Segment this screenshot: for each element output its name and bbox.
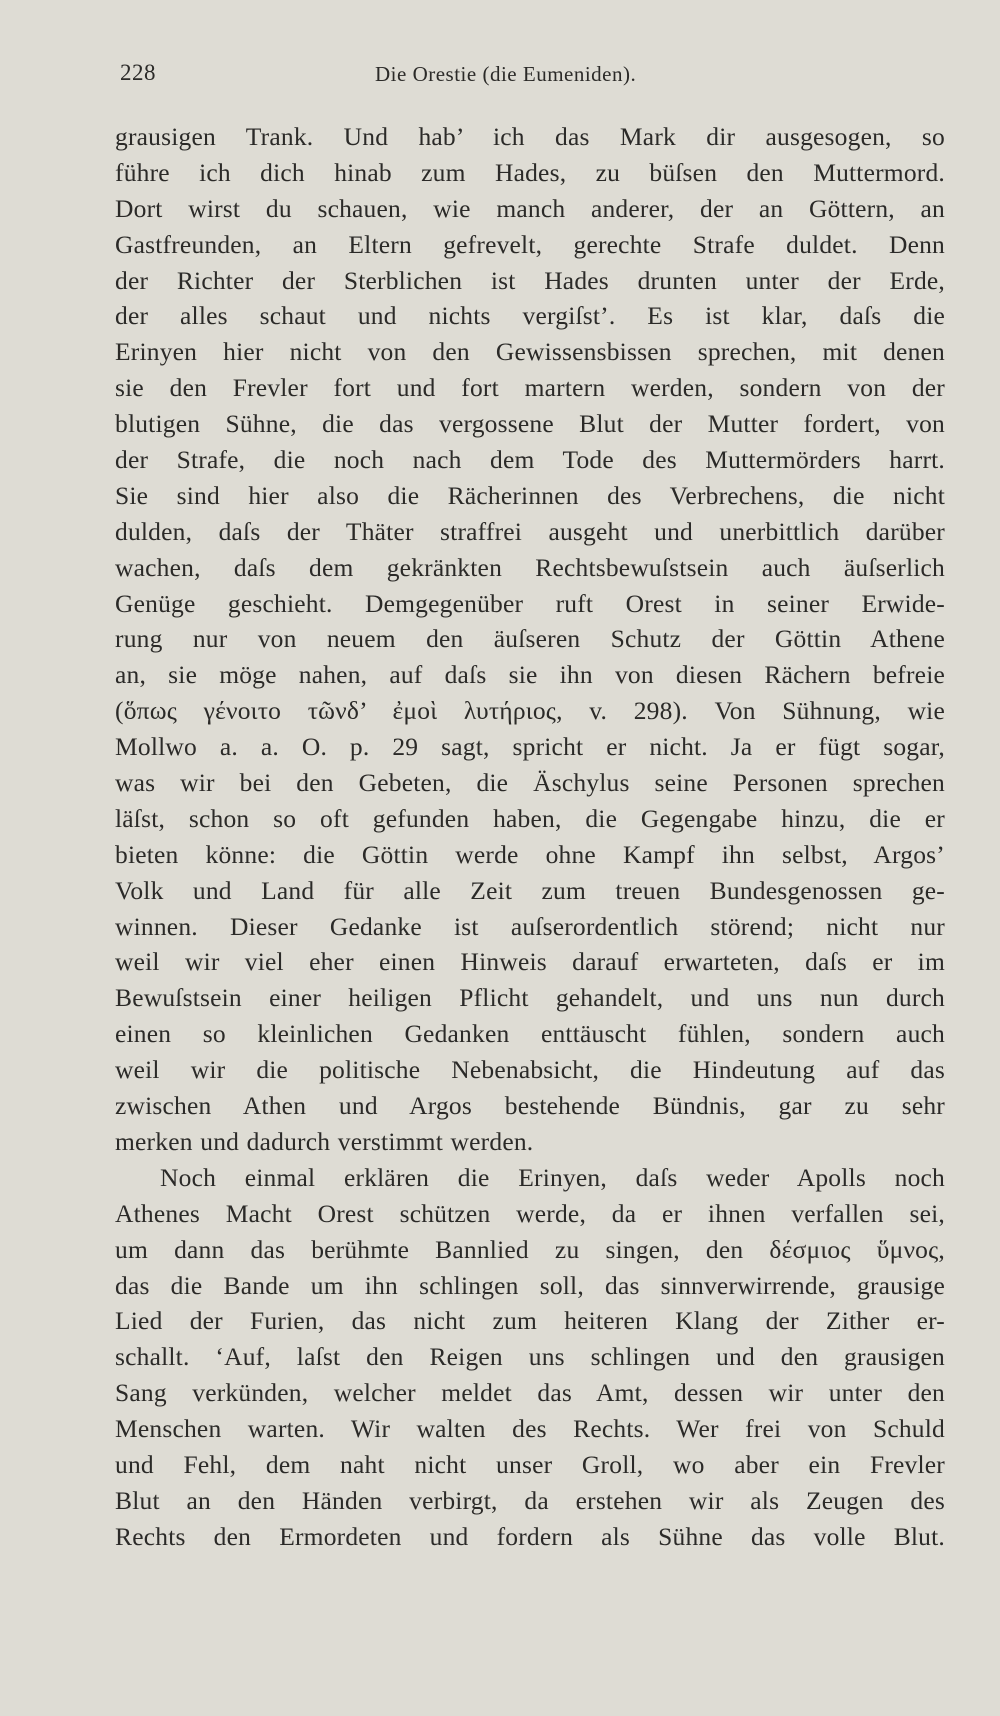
page-number: 228 (120, 60, 156, 85)
text-line: Mollwo a. a. O. p. 29 sagt, spricht er nicht. Ja er fügt sogar, (115, 732, 945, 762)
text-line: das die Bande um ihn schlingen soll, das sinnverwirrende, grausige (115, 1270, 945, 1300)
running-title: Die Orestie (die Eumeniden). (375, 62, 637, 86)
text-line: läſst, schon so oft gefunden haben, die Gegengabe hinzu, die er (115, 803, 945, 833)
text-line: Sang verkünden, welcher meldet das Amt, dessen wir unter den (115, 1378, 945, 1408)
text-line: Rechts den Ermordeten und fordern als Sühne das volle Blut. (115, 1521, 945, 1551)
text-line: Bewuſstsein einer heiligen Pflicht gehandelt, und uns nun durch (115, 983, 945, 1013)
text-line: Erinyen hier nicht von den Gewissensbissen sprechen, mit denen (115, 337, 945, 367)
paragraph-end-line: merken und dadurch verstimmt werden. (115, 1126, 534, 1156)
paragraph-start-line: Noch einmal erklären die Erinyen, daſs weder Apolls noch (160, 1162, 945, 1192)
text-line: der Richter der Sterblichen ist Hades drunten unter der Erde, (115, 265, 945, 295)
text-line: was wir bei den Gebeten, die Äschylus seine Personen sprechen (115, 768, 945, 798)
body-text (115, 119, 945, 1555)
page-header (120, 60, 950, 100)
text-line: der alles schaut und nichts vergiſst’. Es ist klar, daſs die (115, 301, 945, 331)
text-line: sie den Frevler fort und fort martern werden, sondern von der (115, 373, 945, 403)
text-line: Sie sind hier also die Rächerinnen des Verbrechens, die nicht (115, 480, 945, 510)
text-line: der Strafe, die noch nach dem Tode des Muttermörders harrt. (115, 445, 945, 475)
text-line: wachen, daſs dem gekränkten Rechtsbewuſstsein auch äuſserlich (115, 552, 945, 582)
text-line: Dort wirst du schauen, wie manch anderer, der an Göttern, an (115, 193, 945, 223)
text-line: winnen. Dieser Gedanke ist auſserordentlich störend; nicht nur (115, 911, 945, 941)
text-line: bieten könne: die Göttin werde ohne Kampf ihn selbst, Argos’ (115, 839, 945, 869)
text-line: weil wir viel eher einen Hinweis darauf erwarteten, daſs er im (115, 947, 945, 977)
text-line: Volk und Land für alle Zeit zum treuen Bundesgenossen ge- (115, 875, 945, 905)
text-line: Athenes Macht Orest schützen werde, da er ihnen verfallen sei, (115, 1198, 945, 1228)
text-line: an, sie möge nahen, auf daſs sie ihn von diesen Rächern befreie (115, 660, 945, 690)
text-line: grausigen Trank. Und hab’ ich das Mark dir ausgesogen, so (115, 122, 945, 151)
text-line: Gastfreunden, an Eltern gefrevelt, gerechte Strafe duldet. Denn (115, 229, 945, 259)
text-line: (ὅπως γένοιτο τῶνδ’ ἐμοὶ λυτήριος, v. 298). Von Sühnung, wie (115, 696, 945, 726)
text-line: blutigen Sühne, die das vergossene Blut der Mutter fordert, von (115, 409, 945, 439)
text-line: führe ich dich hinab zum Hades, zu büſsen den Muttermord. (115, 157, 945, 187)
text-line: und Fehl, dem naht nicht unser Groll, wo aber ein Frevler (115, 1449, 945, 1479)
text-line: um dann das berühmte Bannlied zu singen, den δέσμιος ὕμνος, (115, 1234, 945, 1264)
text-line: dulden, daſs der Thäter straffrei ausgeht und unerbittlich darüber (115, 516, 945, 546)
text-line: zwischen Athen und Argos bestehende Bündnis, gar zu sehr (115, 1091, 945, 1121)
text-line: Genüge geschieht. Demgegenüber ruft Orest in seiner Erwide- (115, 588, 945, 618)
text-line: schallt. ‘Auf, laſst den Reigen uns schlingen und den grausigen (115, 1342, 945, 1372)
text-line: rung nur von neuem den äuſseren Schutz der Göttin Athene (115, 624, 945, 654)
text-line: Menschen warten. Wir walten des Rechts. Wer frei von Schuld (115, 1414, 945, 1444)
text-line: einen so kleinlichen Gedanken enttäuscht fühlen, sondern auch (115, 1019, 945, 1049)
text-line: weil wir die politische Nebenabsicht, die Hindeutung auf das (115, 1055, 945, 1085)
text-line: Blut an den Händen verbirgt, da erstehen wir als Zeugen des (115, 1485, 945, 1515)
text-line: Lied der Furien, das nicht zum heiteren Klang der Zither er- (115, 1306, 945, 1336)
